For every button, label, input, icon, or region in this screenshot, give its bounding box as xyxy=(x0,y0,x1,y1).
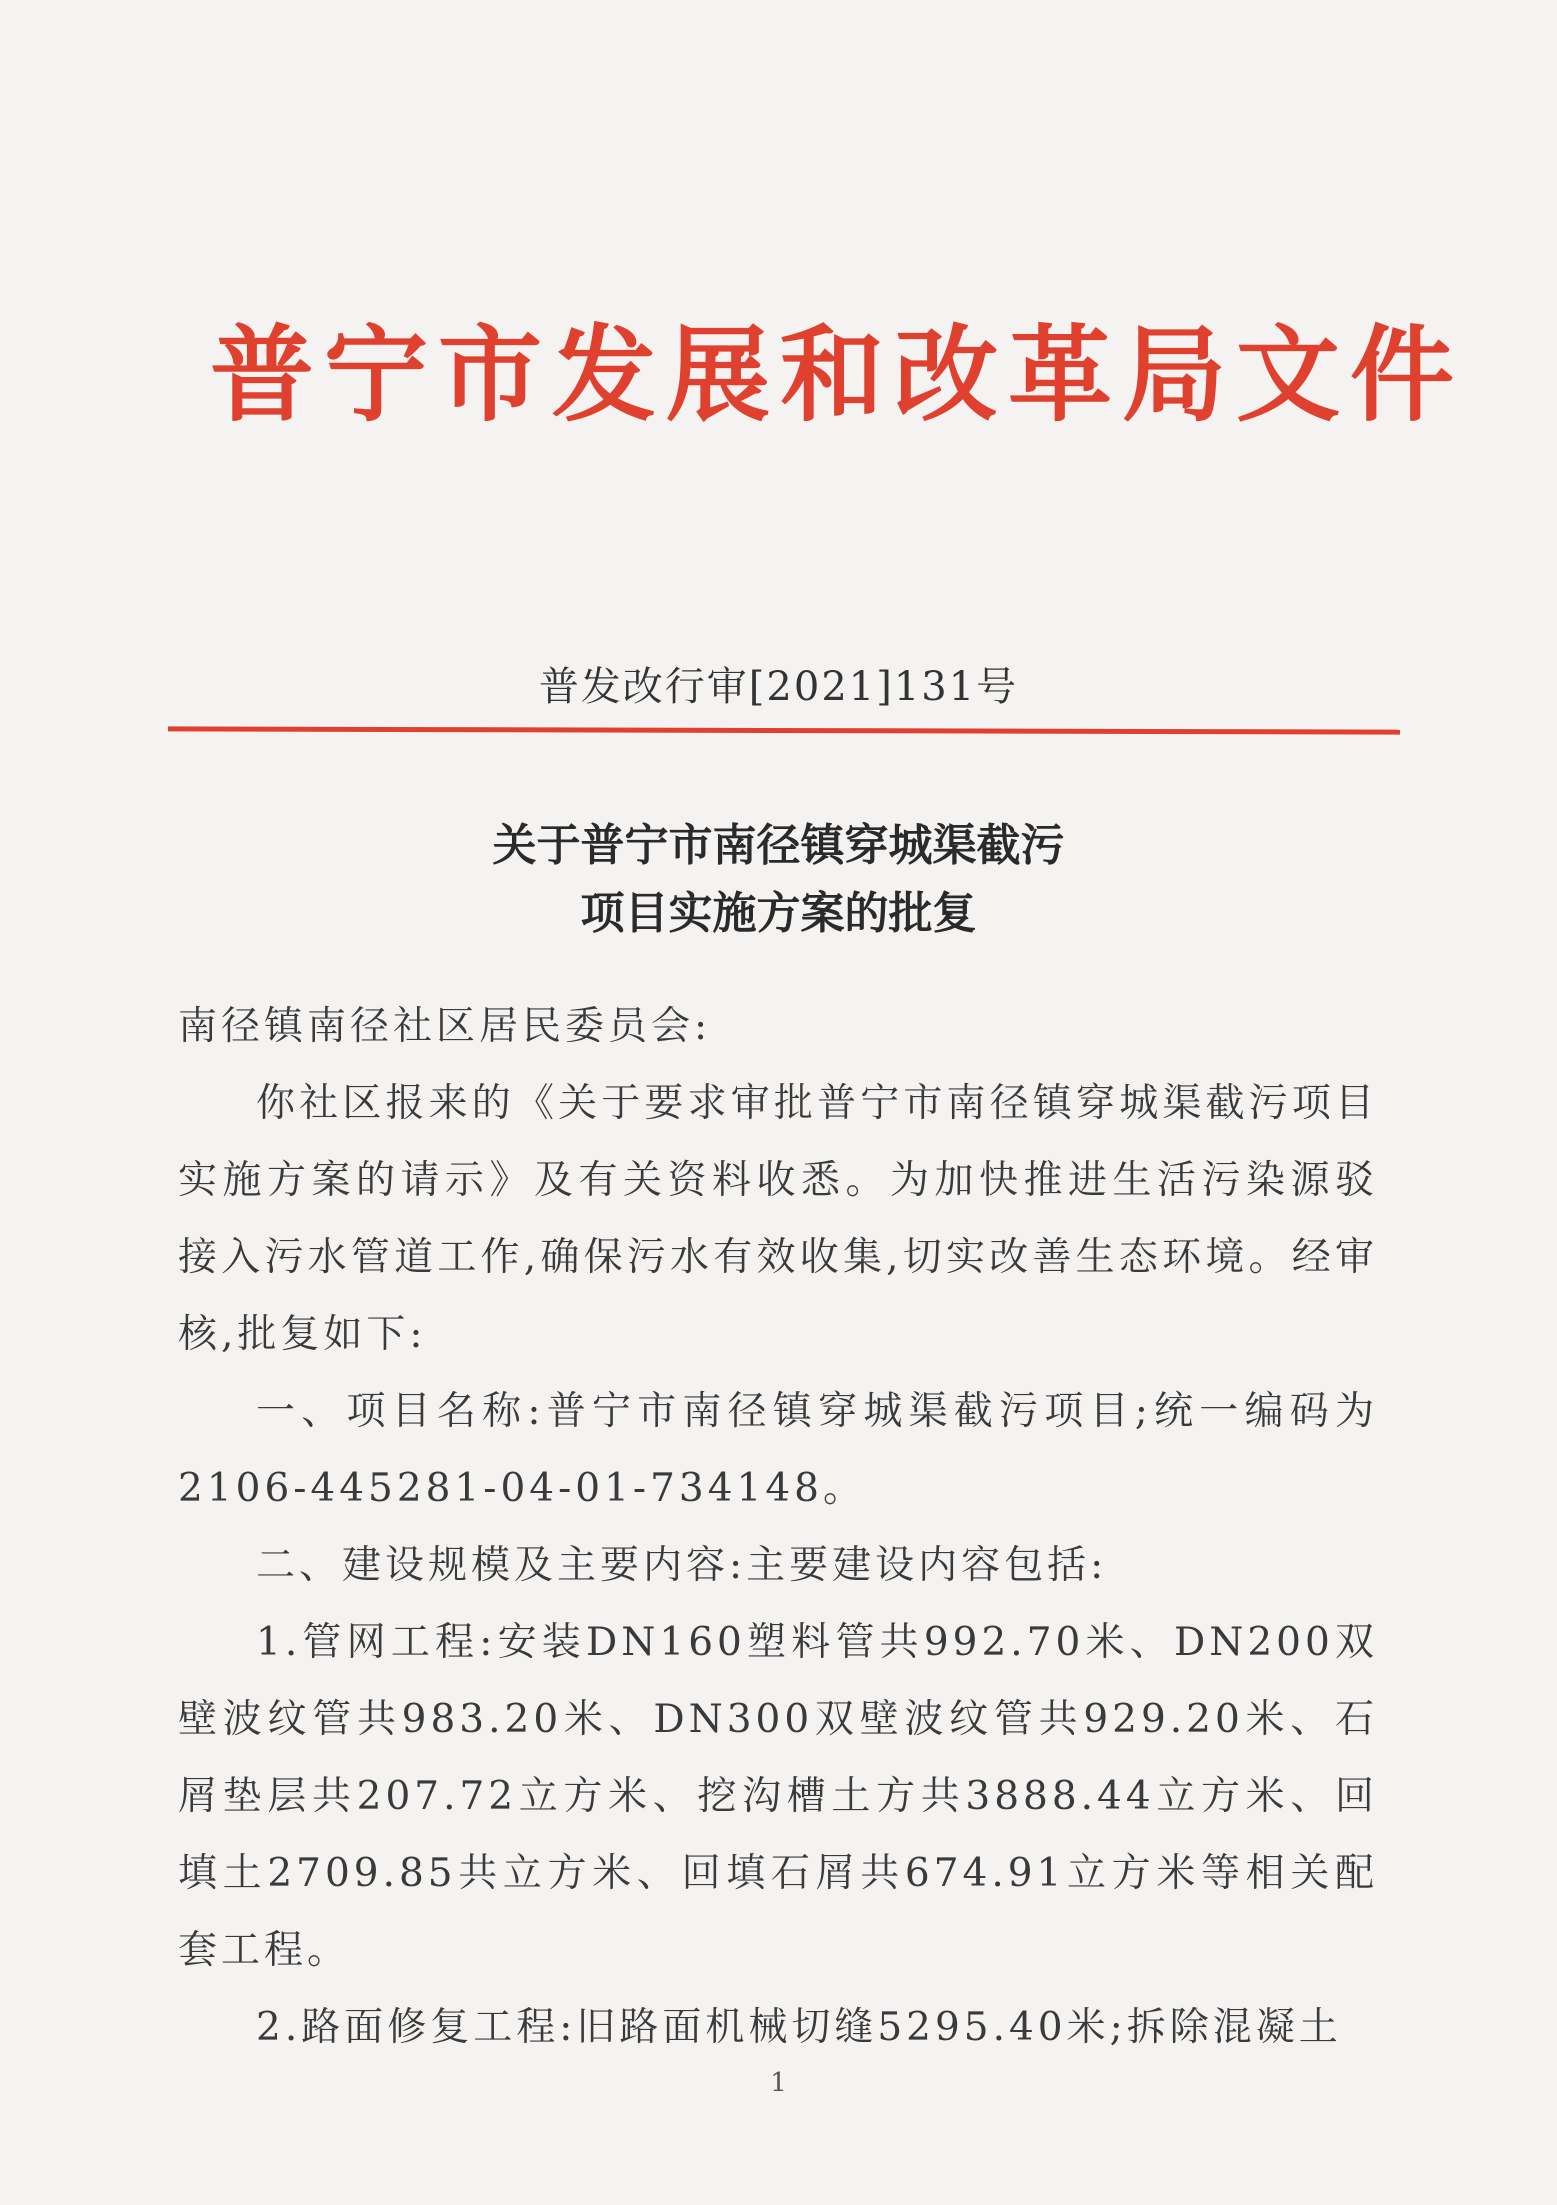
addressee: 南径镇南径社区居民委员会: xyxy=(178,1004,712,1049)
body-paragraph: 一、项目名称:普宁市南径镇穿城渠截污项目;统一编码为2106-445281-04-01-734148。 xyxy=(178,1389,1378,1511)
body-paragraph: 你社区报来的《关于要求审批普宁市南径镇穿城渠截污项目实施方案的请示》及有关资料收悉。为加快推进生活污染源驳接入污水管道工作,确保污水有效收集,切实改善生态环境。经审核,批复如下: xyxy=(178,1081,1378,1357)
red-separator-line xyxy=(168,726,1400,734)
document-subject xyxy=(0,812,1557,948)
subject-line-2: 项目实施方案的批复 xyxy=(580,888,977,939)
document-body xyxy=(178,988,1378,2066)
body-paragraph: 二、建设规模及主要内容:主要建设内容包括: xyxy=(256,1543,1108,1588)
page-number: 1 xyxy=(770,2068,787,2098)
subject-line-1: 关于普宁市南径镇穿城渠截污 xyxy=(492,820,1065,871)
issuing-agency-header: 普宁市发展和改革局文件 xyxy=(210,313,1465,436)
body-paragraph: 1.管网工程:安装DN160塑料管共992.70米、DN200双壁波纹管共983.20米、DN300双壁波纹管共929.20米、石屑垫层共207.72立方米、挖沟槽土方共3888.44立方米、回填土2709.85共立方米、回填石屑共674.91立方米等相关配套工程。 xyxy=(178,1620,1378,1973)
body-paragraph: 2.路面修复工程:旧路面机械切缝5295.40米;拆除混凝土 xyxy=(256,2005,1342,2050)
document-number: 普发改行审[2021]131号 xyxy=(538,664,1019,710)
